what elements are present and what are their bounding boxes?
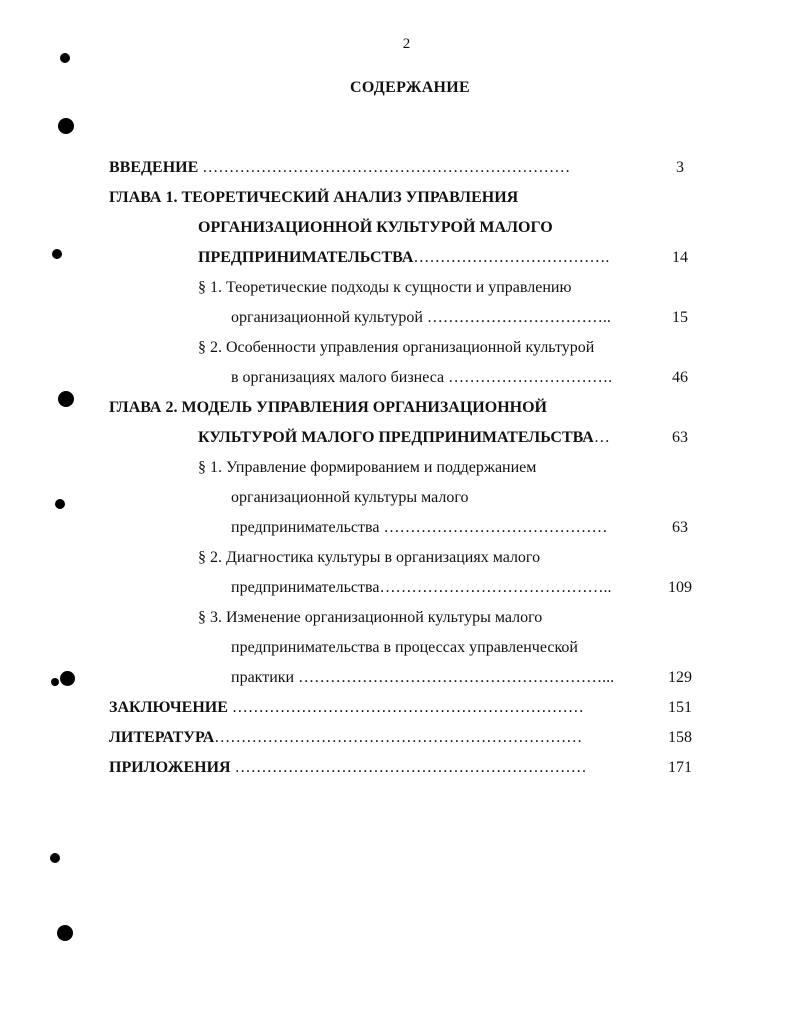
toc-entry-title: практики	[231, 669, 299, 686]
toc-entry-title: § 3. Изменение организационной культуры малого	[198, 609, 543, 626]
toc-entry-title: ОРГАНИЗАЦИОННОЙ КУЛЬТУРОЙ МАЛОГО	[198, 219, 553, 236]
punch-hole-mark	[52, 249, 62, 259]
toc-entry-title: ГЛАВА 1. ТЕОРЕТИЧЕСКИЙ АНАЛИЗ УПРАВЛЕНИЯ	[109, 189, 519, 206]
toc-entry-title: организационной культурой	[231, 309, 427, 326]
toc-leader-dots: ……………………………………………………………	[214, 729, 583, 746]
toc-entry-section-2-2-cont	[231, 573, 611, 603]
toc-entry-chapter-2[interactable]	[109, 393, 547, 423]
toc-entry-section-2-3-cont	[231, 633, 578, 663]
toc-page-number: 129	[668, 669, 692, 686]
toc-entry-title: предпринимательства в процессах управленческой	[231, 639, 578, 656]
toc-entry-section-1-1-cont	[231, 303, 611, 333]
toc-entry-conclusion[interactable]	[109, 693, 584, 723]
toc-entry-introduction[interactable]	[109, 153, 570, 183]
toc-entry-section-2-1[interactable]	[198, 453, 536, 483]
toc-entry-section-1-2[interactable]	[198, 333, 594, 363]
punch-hole-mark	[60, 53, 70, 63]
toc-entry-title: § 2. Особенности управления организационной культурой	[198, 339, 595, 356]
punch-hole-mark	[58, 391, 74, 407]
punch-hole-mark	[51, 678, 59, 686]
toc-page-number: 3	[676, 159, 684, 176]
toc-leader-dots: ………………………….	[448, 369, 613, 386]
toc-entry-section-1-1[interactable]	[198, 273, 571, 303]
toc-leader-dots: ……………………………………..	[379, 579, 612, 596]
toc-entry-title: в организациях малого бизнеса	[231, 369, 449, 386]
toc-entry-section-2-3[interactable]	[198, 603, 542, 633]
toc-page-number: 151	[668, 699, 692, 716]
punch-hole-mark	[55, 499, 65, 509]
toc-entry-title: ЛИТЕРАТУРА	[109, 729, 215, 746]
toc-page-number: 63	[672, 429, 688, 446]
toc-entry-appendices[interactable]	[109, 753, 587, 783]
toc-entry-title: § 1. Управление формированием и поддержанием	[198, 459, 537, 476]
toc-page-number: 15	[672, 309, 688, 326]
toc-entry-chapter-1-cont	[198, 213, 553, 243]
toc-entry-section-2-3-cont	[231, 663, 614, 693]
toc-leader-dots: ……………………………………………………………	[202, 159, 571, 176]
toc-leader-dots: ……………………………….	[413, 249, 610, 266]
toc-leader-dots: …………………………………………………………	[234, 759, 587, 776]
toc-entry-title: ПРИЛОЖЕНИЯ	[109, 759, 235, 776]
page-title: СОДЕРЖАНИЕ	[349, 79, 471, 96]
toc-entry-chapter-2-cont	[198, 423, 610, 453]
page-number: 2	[402, 36, 411, 52]
toc-entry-literature[interactable]	[109, 723, 582, 753]
toc-page-number: 109	[668, 579, 692, 596]
toc-entry-chapter-1-cont	[198, 243, 609, 273]
toc-entry-section-1-2-cont	[231, 363, 612, 393]
punch-hole-mark	[50, 853, 60, 863]
toc-leader-dots: …	[593, 429, 610, 446]
toc-entry-title: ГЛАВА 2. МОДЕЛЬ УПРАВЛЕНИЯ ОРГАНИЗАЦИОННОЙ	[109, 399, 547, 416]
punch-hole-mark	[58, 118, 74, 134]
toc-page-number: 46	[672, 369, 688, 386]
toc-entry-chapter-1[interactable]	[109, 183, 518, 213]
toc-entry-section-2-1-cont	[231, 483, 468, 513]
toc-page-number: 63	[672, 519, 688, 536]
toc-leader-dots: …………………………………………………...	[298, 669, 615, 686]
toc-page-number: 158	[668, 729, 692, 746]
toc-leader-dots: …………………………………………………………	[231, 699, 584, 716]
toc-entry-title: ЗАКЛЮЧЕНИЕ	[109, 699, 232, 716]
toc-leader-dots: ……………………………..	[426, 309, 611, 326]
toc-page-number: 14	[672, 249, 688, 266]
toc-entry-section-2-2[interactable]	[198, 543, 540, 573]
toc-entry-title: организационной культуры малого	[231, 489, 469, 506]
toc-page-number: 171	[668, 759, 692, 776]
toc-entry-title: предпринимательства	[231, 579, 380, 596]
toc-entry-section-2-1-cont	[231, 513, 607, 543]
toc-entry-title: ВВЕДЕНИЕ	[109, 159, 203, 176]
toc-leader-dots: ……………………………………	[383, 519, 608, 536]
toc-entry-title: предпринимательства	[231, 519, 384, 536]
toc-entry-title: КУЛЬТУРОЙ МАЛОГО ПРЕДПРИНИМАТЕЛЬСТВА	[198, 429, 594, 446]
toc-entry-title: ПРЕДПРИНИМАТЕЛЬСТВА	[198, 249, 414, 266]
punch-hole-mark	[60, 671, 75, 686]
punch-hole-mark	[57, 925, 73, 941]
toc-entry-title: § 2. Диагностика культуры в организациях малого	[198, 549, 541, 566]
toc-entry-title: § 1. Теоретические подходы к сущности и управлению	[198, 279, 572, 296]
